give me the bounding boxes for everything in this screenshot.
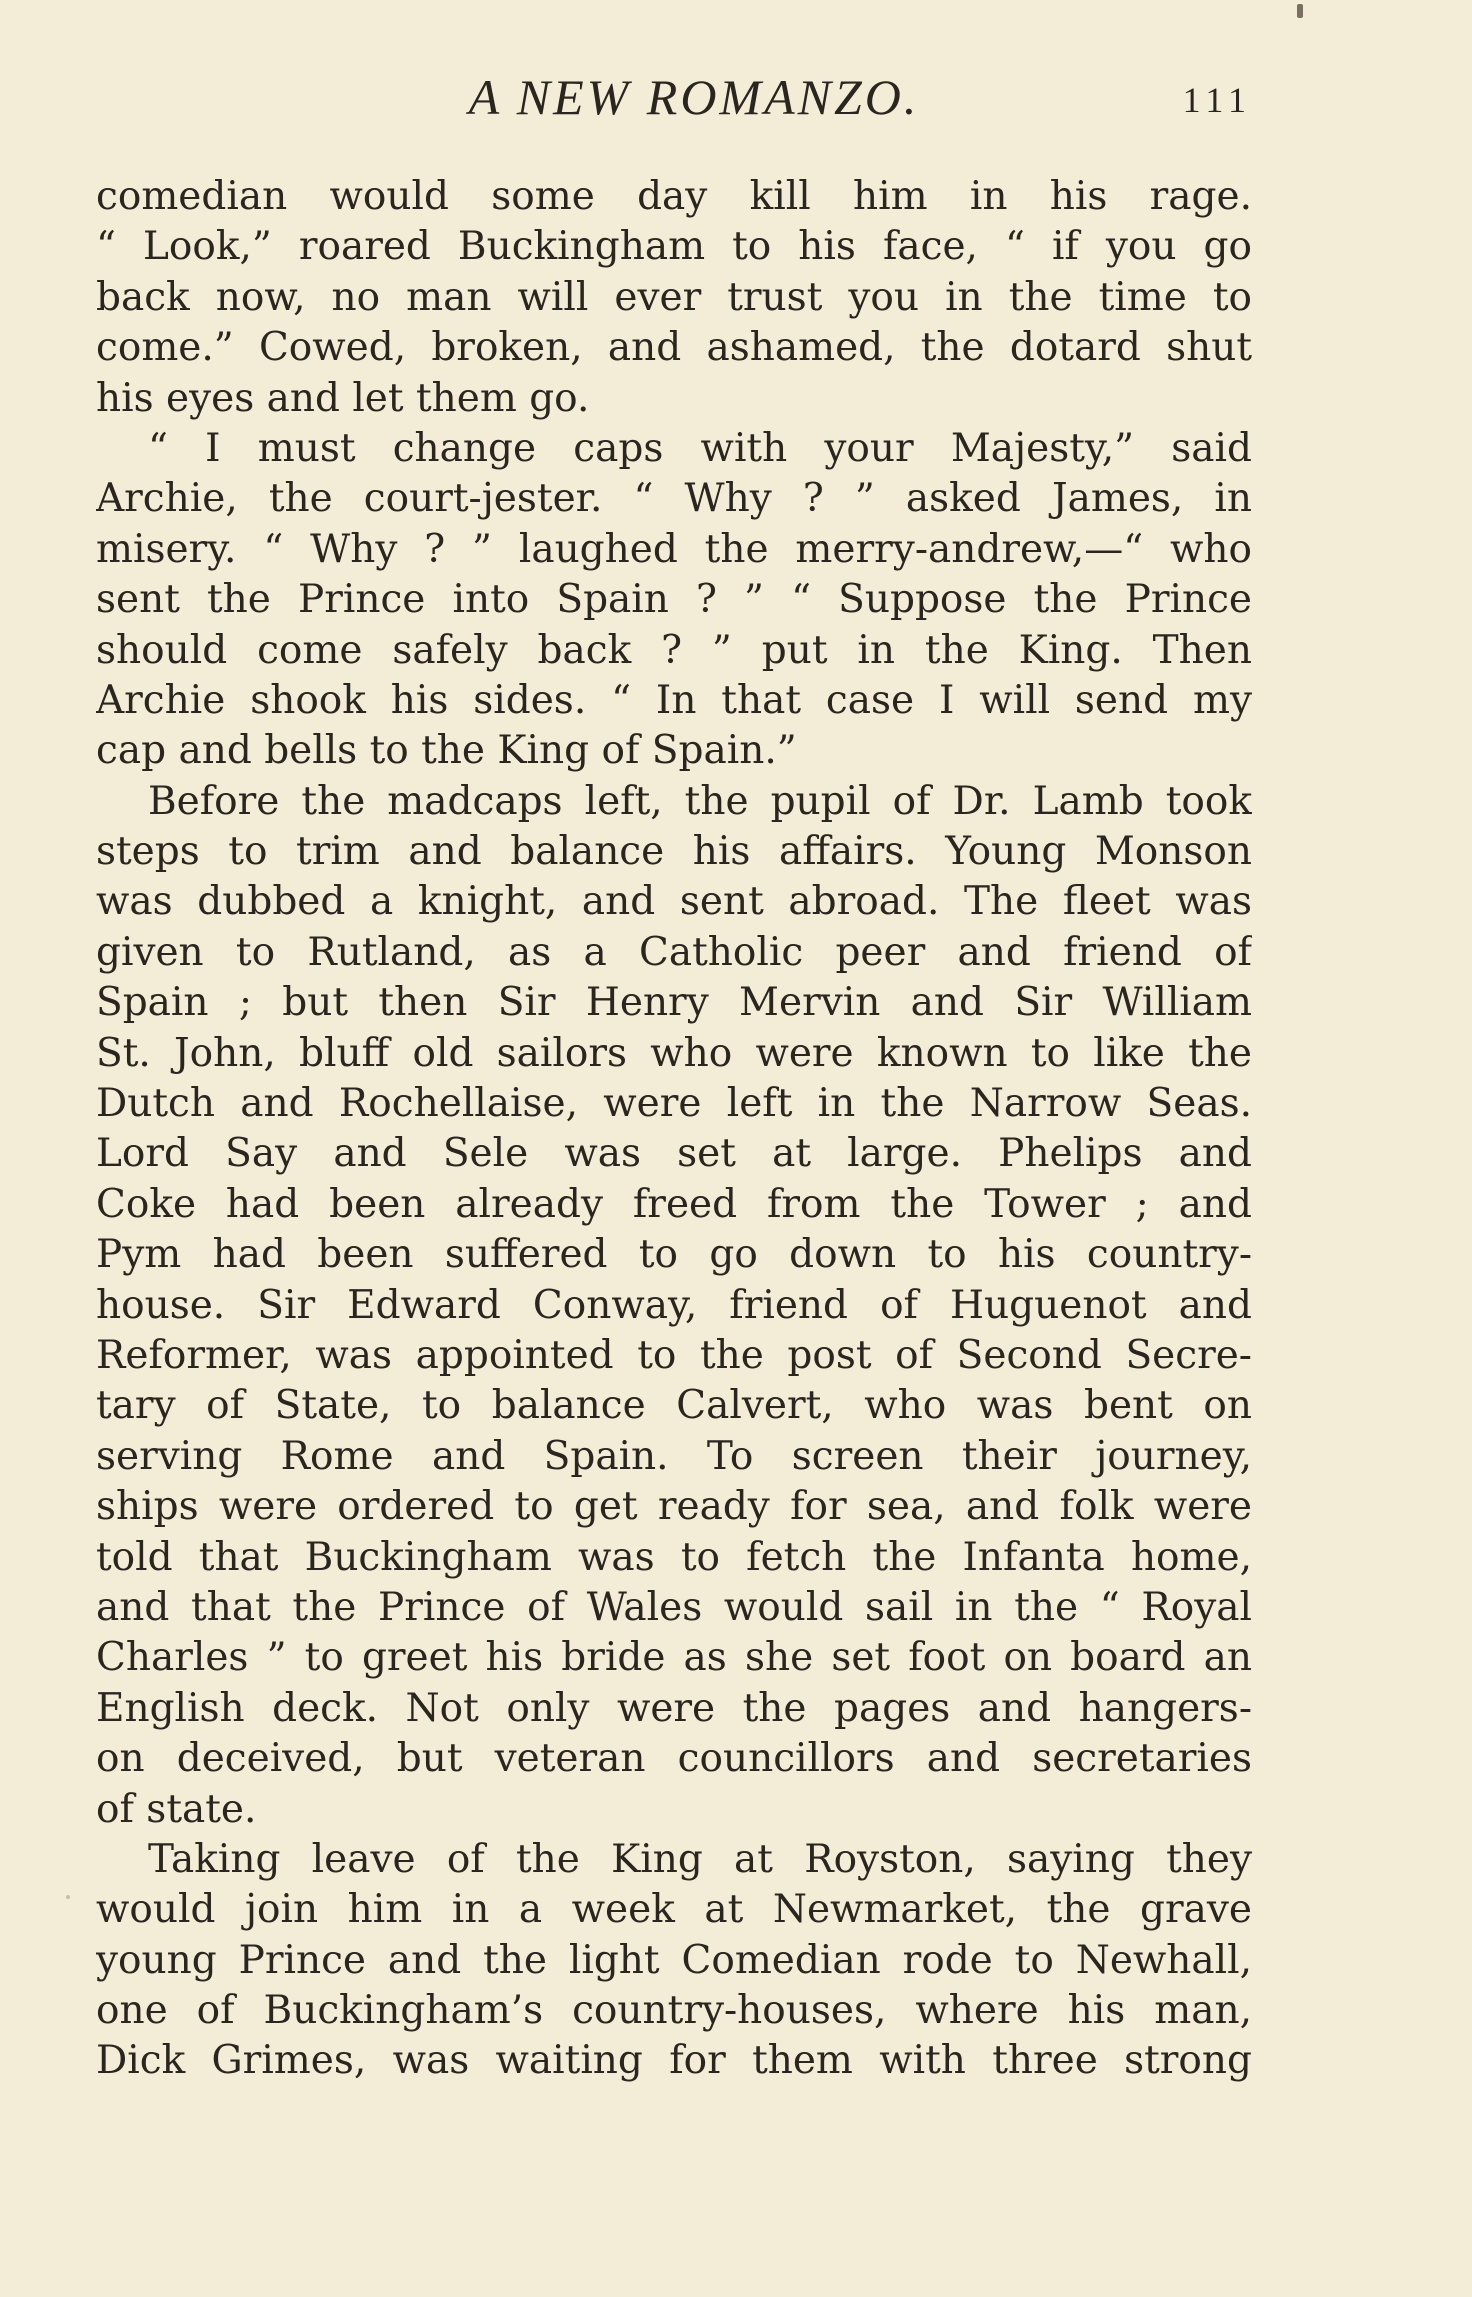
text-line: Spain ; but then Sir Henry Mervin and Sir William: [96, 980, 1252, 1026]
text-line: house. Sir Edward Conway, friend of Huguenot and: [96, 1282, 1252, 1328]
text-line: Pym had been suffered to go down to his country-: [96, 1232, 1252, 1278]
text-line: Dick Grimes, was waiting for them with three strong: [96, 2038, 1252, 2084]
text-line: was dubbed a knight, and sent abroad. The fleet was: [96, 879, 1252, 925]
text-line: Archie shook his sides. “ In that case I will send my: [96, 677, 1252, 723]
text-line: steps to trim and balance his affairs. Young Monson: [96, 829, 1252, 875]
text-line: misery. “ Why ? ” laughed the merry-andrew,—“ who: [96, 526, 1252, 572]
text-line: “ I must change caps with your Majesty,” said: [148, 425, 1252, 471]
text-line: young Prince and the light Comedian rode to Newhall,: [96, 1937, 1252, 1983]
page-number: 111: [1182, 80, 1252, 120]
text-line: comedian would some day kill him in his rage.: [96, 174, 1252, 219]
text-line: serving Rome and Spain. To screen their journey,: [96, 1433, 1252, 1479]
text-line: Before the madcaps left, the pupil of Dr. Lamb took: [148, 778, 1252, 824]
text-line: Archie, the court-jester. “ Why ? ” asked James, in: [96, 476, 1252, 522]
text-line: Reformer, was appointed to the post of Second Secre-: [96, 1332, 1252, 1378]
text-line: Dutch and Rochellaise, were left in the Narrow Seas.: [96, 1081, 1252, 1127]
text-line: tary of State, to balance Calvert, who was bent on: [96, 1383, 1252, 1429]
body-text: [96, 172, 1252, 2087]
text-line: of state.: [96, 1786, 257, 1832]
text-line: told that Buckingham was to fetch the Infanta home,: [96, 1534, 1252, 1580]
running-title: A NEW ROMANZO.: [468, 69, 920, 125]
ink-mark: [1297, 4, 1303, 18]
text-line: come.” Cowed, broken, and ashamed, the dotard shut: [96, 325, 1252, 371]
text-line: sent the Prince into Spain ? ” “ Suppose the Prince: [96, 577, 1252, 623]
text-line: given to Rutland, as a Catholic peer and friend of: [96, 929, 1252, 975]
text-line: would join him in a week at Newmarket, the grave: [96, 1887, 1252, 1933]
text-line: Charles ” to greet his bride as she set foot on board an: [96, 1635, 1252, 1681]
paper-speck: [66, 1895, 70, 1899]
text-line: back now, no man will ever trust you in the time to: [96, 274, 1252, 320]
text-line: one of Buckingham’s country-houses, where his man,: [96, 1988, 1252, 2034]
text-line: Coke had been already freed from the Tower ; and: [96, 1181, 1252, 1227]
text-line: St. John, bluff old sailors who were known to like the: [96, 1030, 1252, 1076]
text-line: “ Look,” roared Buckingham to his face, “ if you go: [96, 224, 1252, 270]
text-line: should come safely back ? ” put in the King. Then: [96, 627, 1252, 673]
text-line: and that the Prince of Wales would sail in the “ Royal: [96, 1584, 1252, 1630]
running-head: [96, 62, 1252, 132]
text-line: cap and bells to the King of Spain.”: [96, 728, 797, 774]
text-line: ships were ordered to get ready for sea, and folk were: [96, 1484, 1252, 1530]
text-line: his eyes and let them go.: [96, 375, 590, 421]
text-line: Lord Say and Sele was set at large. Phelips and: [96, 1131, 1252, 1177]
text-line: English deck. Not only were the pages and hangers-: [96, 1685, 1252, 1731]
text-line: on deceived, but veteran councillors and secretaries: [96, 1736, 1252, 1782]
text-line: Taking leave of the King at Royston, saying they: [148, 1836, 1252, 1882]
